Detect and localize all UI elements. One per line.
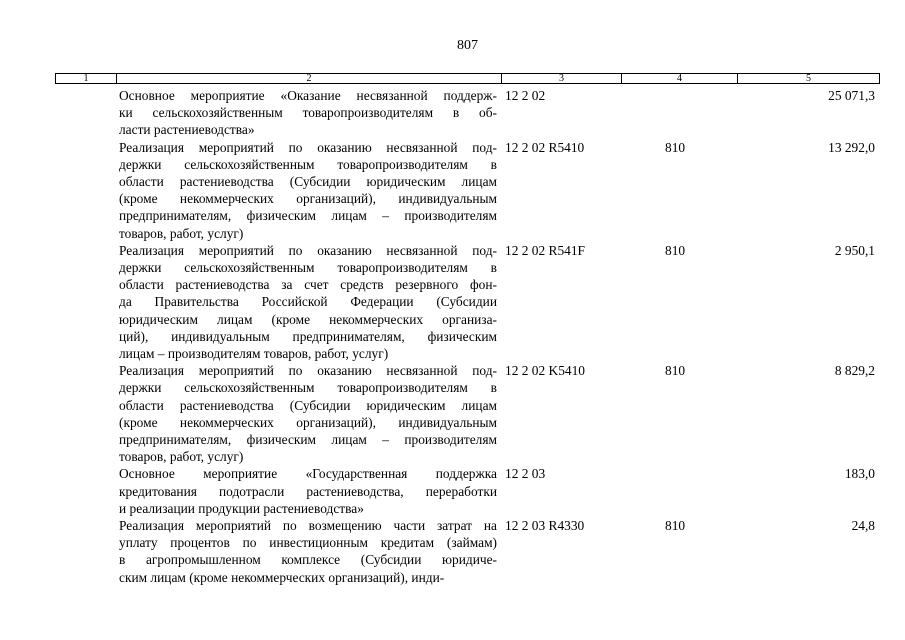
row-code: 12 2 03 <box>505 466 546 482</box>
description-line: товаров, работ, услуг) <box>119 225 244 241</box>
row-amount: 183,0 <box>844 466 875 482</box>
row-description <box>119 465 497 517</box>
description-line: юридическим лицам (кроме некоммерческих организа- <box>119 311 497 327</box>
row-expense-type <box>665 465 739 517</box>
description-line: лицам – производителям товаров, работ, услуг) <box>119 346 389 362</box>
row-code: 12 2 03 R4330 <box>505 518 585 534</box>
table-row <box>55 87 880 139</box>
table-row <box>55 242 880 362</box>
row-code: 12 2 02 R5410 <box>505 139 585 155</box>
row-code: 12 2 02 R541F <box>505 242 585 258</box>
row-description <box>119 362 497 465</box>
description-line: области растениеводства за счет средств резервного фон- <box>119 277 497 293</box>
description-line: Реализация мероприятий по возмещению части затрат на <box>119 518 497 534</box>
header-col-5: 5 <box>806 73 811 84</box>
row-amount: 24,8 <box>851 518 875 534</box>
description-line: ций), индивидуальным предпринимателям, физическим <box>119 328 497 344</box>
row-description <box>119 242 497 362</box>
row-expense-type <box>665 87 739 139</box>
description-line: да Правительства Российской Федерации (Субсидии <box>119 294 497 310</box>
description-line: держки сельскохозяйственным товаропроизводителям в <box>119 380 497 396</box>
description-line: Основное мероприятие «Государственная поддержка <box>119 466 497 482</box>
header-col-1: 1 <box>56 74 117 83</box>
description-line: держки сельскохозяйственным товаропроизводителям в <box>119 260 497 276</box>
table-row <box>55 517 880 586</box>
row-description <box>119 87 497 139</box>
description-line: предпринимателям, физическим лицам – производителям <box>119 432 497 448</box>
description-line: Реализация мероприятий по оказанию несвязанной под- <box>119 242 497 258</box>
description-line: области растениеводства (Субсидии юридическим лицам <box>119 397 497 413</box>
row-amount: 2 950,1 <box>834 242 875 258</box>
description-line: товаров, работ, услуг) <box>119 449 244 465</box>
table-row <box>55 139 880 242</box>
description-line: (кроме некоммерческих организаций), индивидуальным <box>119 414 497 430</box>
table-header <box>55 73 880 84</box>
row-expense-type: 810 <box>665 363 686 379</box>
table-row <box>55 465 880 517</box>
description-line: Основное мероприятие «Оказание несвязанной поддерж- <box>119 88 497 103</box>
row-amount: 13 292,0 <box>828 139 875 155</box>
table-row <box>55 362 880 465</box>
description-line: области растениеводства (Субсидии юридическим лицам <box>119 174 497 190</box>
header-col-2: 2 <box>117 74 502 83</box>
row-amount: 25 071,3 <box>828 88 875 103</box>
description-line: ки сельскохозяйственным товаропроизводителям в об- <box>119 105 497 121</box>
description-line: Реализация мероприятий по оказанию несвязанной под- <box>119 363 497 379</box>
description-line: и реализации продукции растениеводства» <box>119 500 364 516</box>
description-line: ласти растениеводства» <box>119 122 255 138</box>
row-expense-type: 810 <box>665 139 686 155</box>
description-line: Реализация мероприятий по оказанию несвязанной под- <box>119 139 497 155</box>
description-line: в агропромышленном комплексе (Субсидии юридиче- <box>119 552 497 568</box>
row-code: 12 2 02 K5410 <box>505 363 585 379</box>
row-description <box>119 139 497 242</box>
description-line: уплату процентов по инвестиционным кредитам (займам) <box>119 535 497 551</box>
description-line: предпринимателям, физическим лицам – производителям <box>119 208 497 224</box>
table-body <box>55 87 880 586</box>
row-expense-type: 810 <box>665 242 686 258</box>
description-line: ским лицам (кроме некоммерческих организаций), инди- <box>119 569 445 585</box>
header-col-4: 4 <box>622 74 738 83</box>
row-description <box>119 517 497 586</box>
description-line: (кроме некоммерческих организаций), индивидуальным <box>119 191 497 207</box>
page-number: 807 <box>457 38 478 53</box>
row-code: 12 2 02 <box>505 88 546 103</box>
description-line: держки сельскохозяйственным товаропроизводителям в <box>119 156 497 172</box>
header-col-3: 3 <box>502 74 622 83</box>
row-amount: 8 829,2 <box>834 363 875 379</box>
description-line: кредитования подотрасли растениеводства, переработки <box>119 483 497 499</box>
row-expense-type: 810 <box>665 518 686 534</box>
